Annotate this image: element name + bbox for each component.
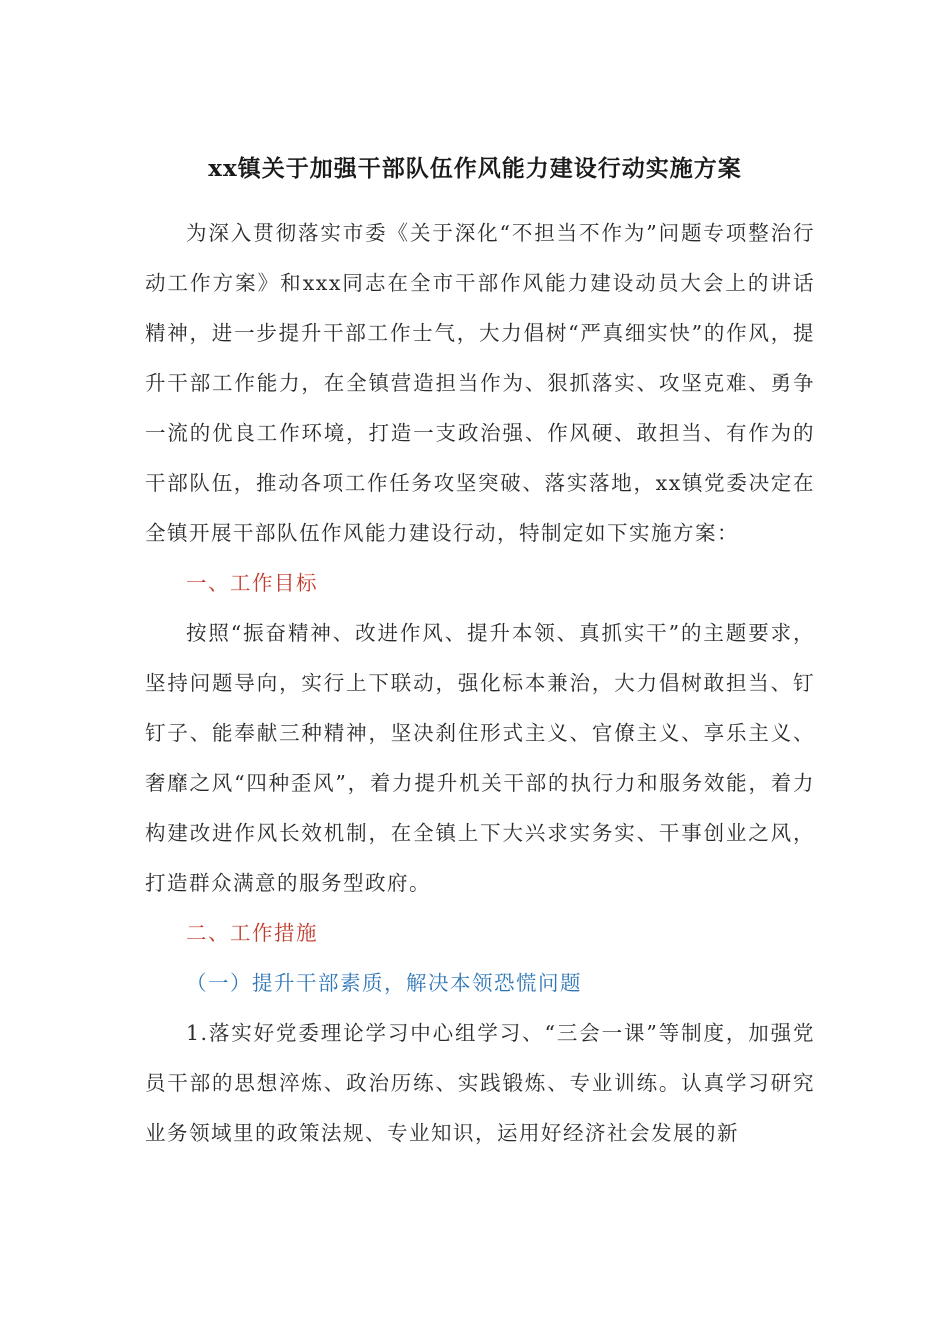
section-heading-measures: 二、工作措施 bbox=[186, 921, 318, 945]
subsection-heading-1: （一）提升干部素质，解决本领恐慌问题 bbox=[186, 971, 582, 995]
measure-item-1: 1.落实好党委理论学习中心组学习、“三会一课”等制度，加强党员干部的思想淬炼、政治历练、实践锻炼、专业训练。认真学习研究业务领域里的政策法规、专业知识，运用好经济社会发展的新 bbox=[145, 1021, 815, 1145]
goals-paragraph: 按照“振奋精神、改进作风、提升本领、真抓实干”的主题要求，坚持问题导向，实行上下联动，强化标本兼治，大力倡树敢担当、钉钉子、能奉献三种精神，坚决刹住形式主义、官僚主义、享乐主义、奢靡之风“四种歪风”，着力提升机关干部的执行力和服务效能，着力构建改进作风长效机制，在全镇上下大兴求实务实、干事创业之风，打造群众满意的服务型政府。 bbox=[145, 621, 815, 895]
section-heading-goals: 一、工作目标 bbox=[186, 571, 318, 595]
document-title: xx镇关于加强干部队伍作风能力建设行动实施方案 bbox=[208, 155, 742, 182]
intro-paragraph: 为深入贯彻落实市委《关于深化“不担当不作为”问题专项整治行动工作方案》和xxx同志在全市干部作风能力建设动员大会上的讲话精神，进一步提升干部工作士气，大力倡树“严真细实快”的作风，提升干部工作能力，在全镇营造担当作为、狠抓落实、攻坚克难、勇争一流的优良工作环境，打造一支政治强、作风硬、敢担当、有作为的干部队伍，推动各项工作任务攻坚突破、落实落地，xx镇党委决定在全镇开展干部队伍作风能力建设行动，特制定如下实施方案： bbox=[145, 221, 815, 545]
document-body bbox=[145, 208, 815, 1158]
